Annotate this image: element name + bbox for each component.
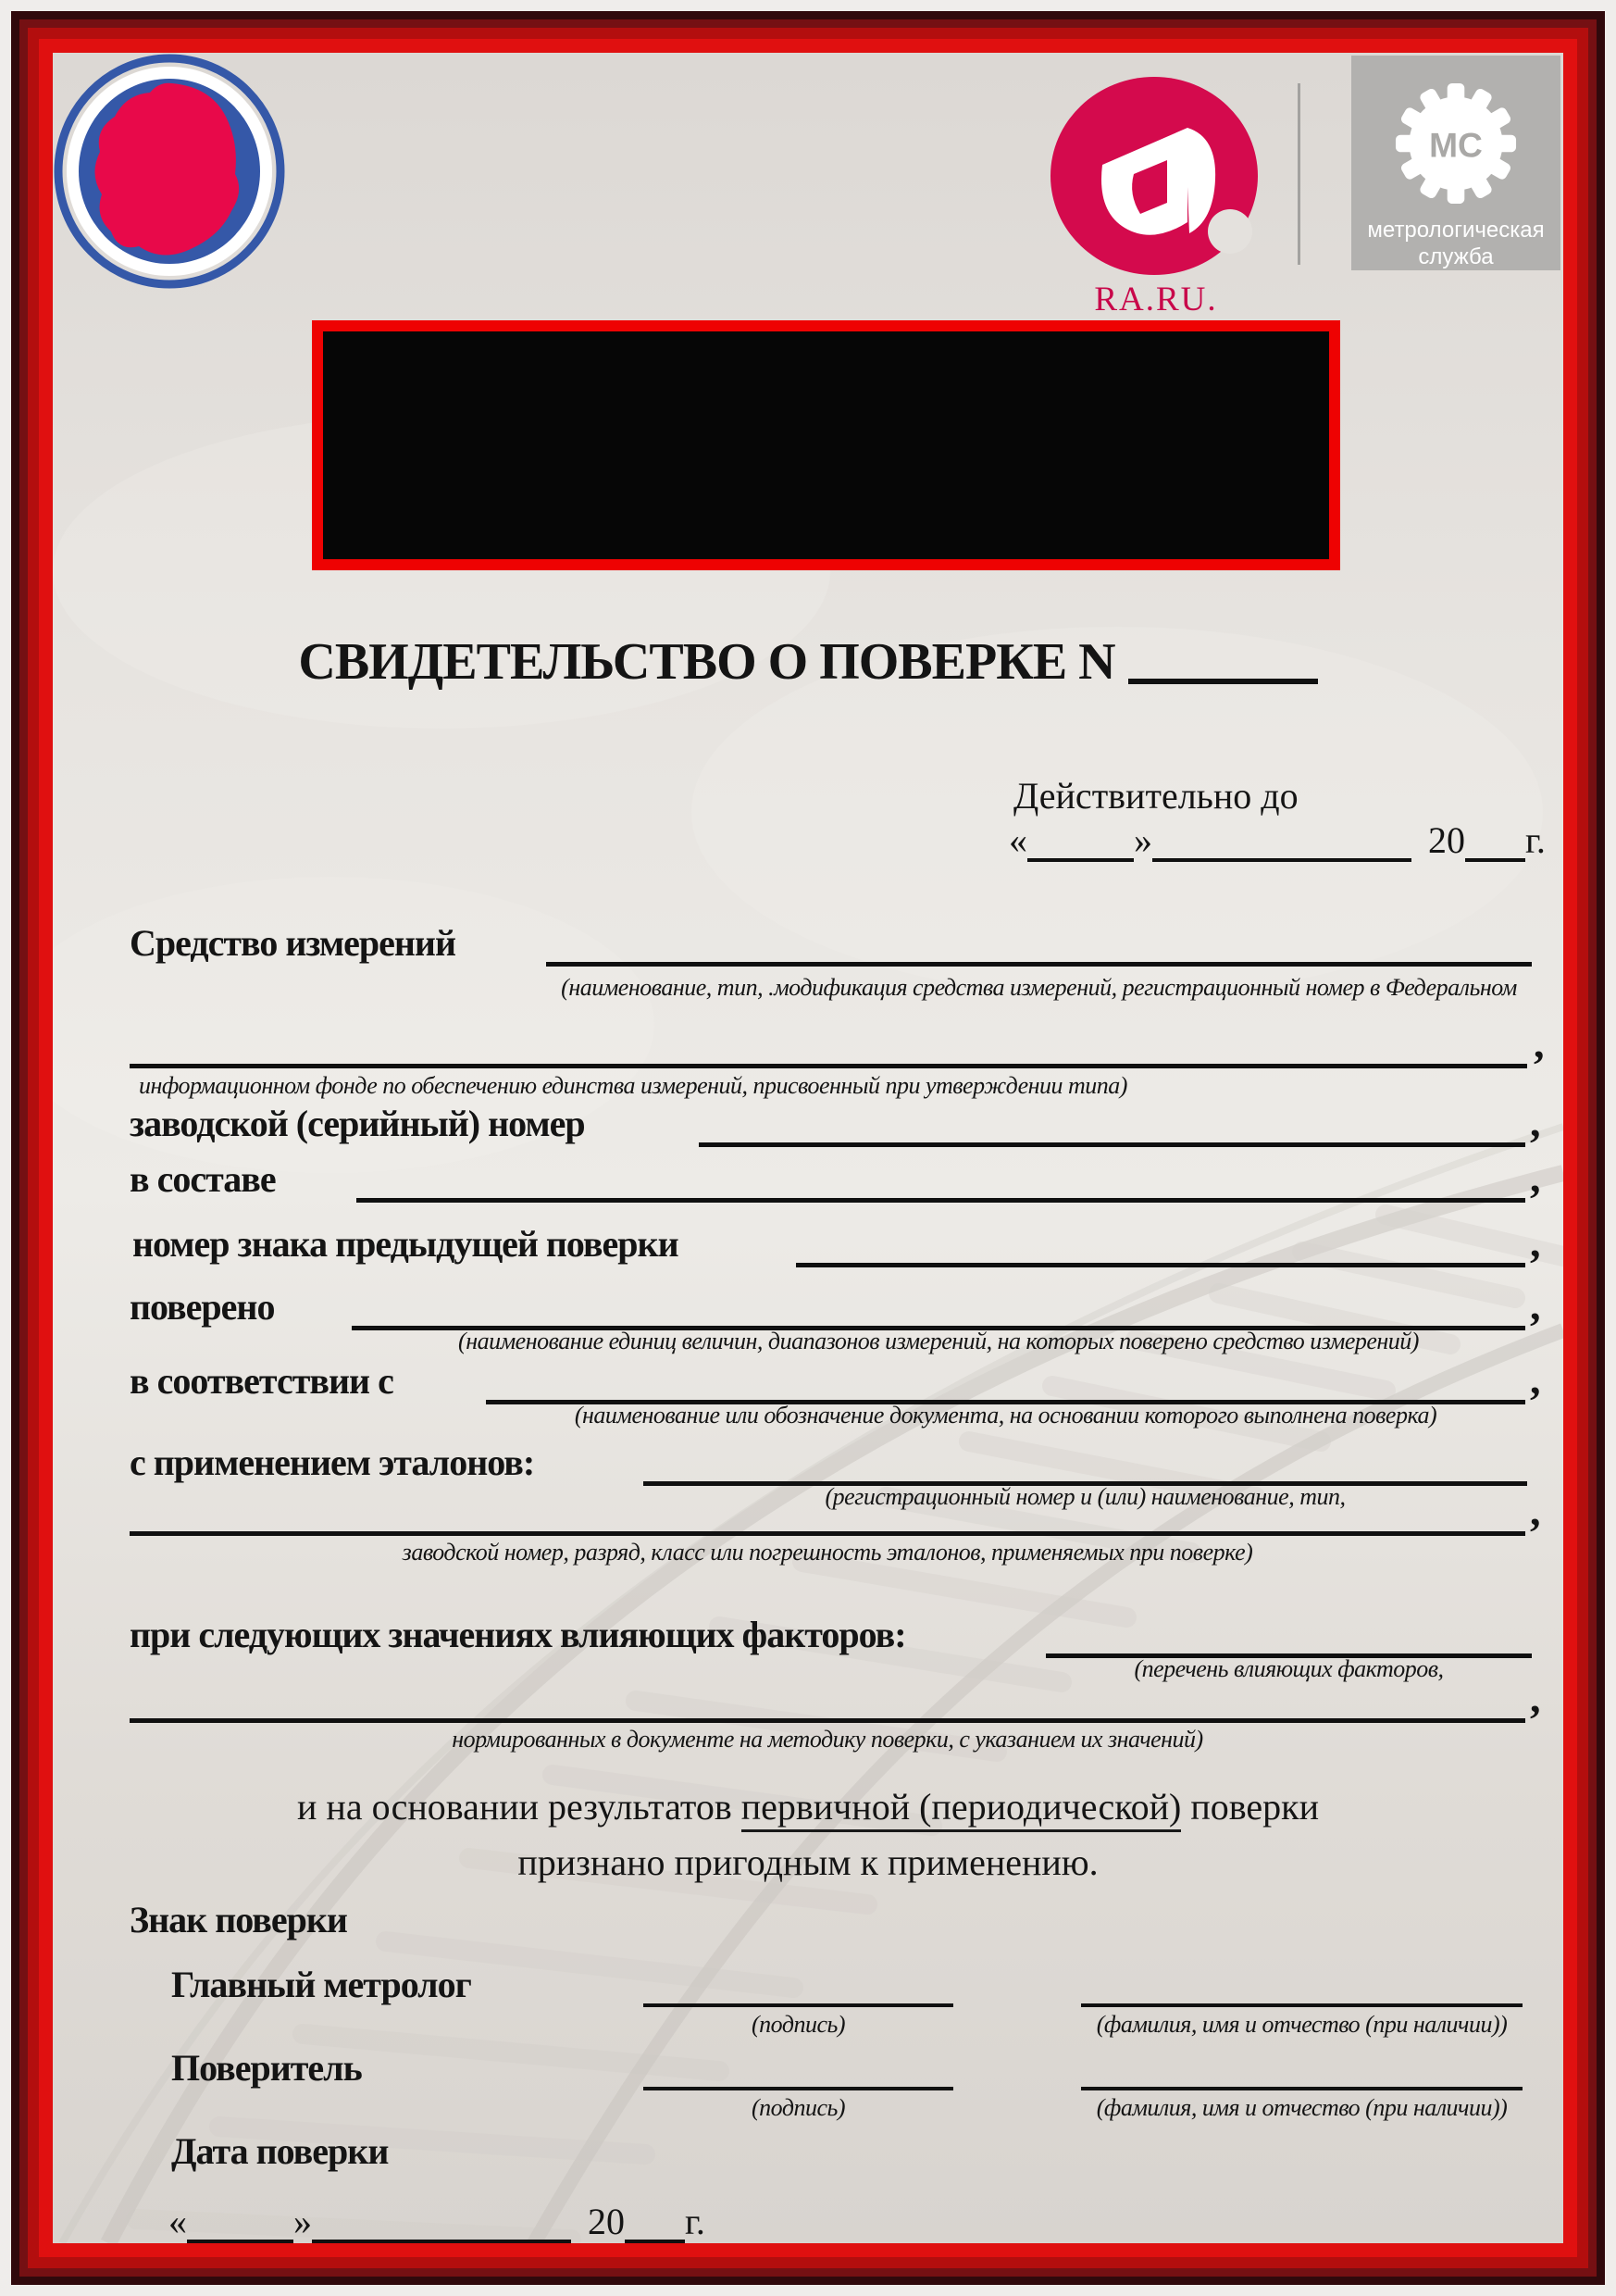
field-label-influencing-factors: при следующих значениях влияющих факторов: [130, 1614, 906, 1655]
date-year-blank[interactable] [625, 2202, 685, 2243]
valid-month-blank[interactable] [1152, 821, 1411, 862]
ms-caption: метрологическая служба [1367, 218, 1545, 269]
standards-continuation-blank[interactable] [130, 1491, 1525, 1536]
conclusion-line-2: признано пригодным к применению. [517, 1841, 1099, 1883]
instrument-continuation-hint: информационном фонде по обеспечению единства измерений, присвоенный при утверждении типа) [139, 1072, 1127, 1099]
chief-name-blank[interactable] [1081, 1966, 1523, 2007]
field-label-standards: с применением эталонов: [130, 1441, 535, 1483]
chief-signature-hint: (подпись) [752, 2011, 845, 2038]
ra-ru-caption: RA.RU. [1094, 281, 1218, 318]
composition-blank[interactable] [356, 1157, 1525, 1203]
verifier-signature-blank[interactable] [643, 2050, 953, 2090]
standards-hint: (регистрационный номер и (или) наименование, тип, [825, 1483, 1346, 1510]
field-label-serial-number: заводской (серийный) номер [130, 1103, 585, 1144]
ra-ru-logo [1049, 76, 1263, 278]
instrument-hint: (наименование, тип, .модификация средства измерений, регистрационный номер в Федеральном [561, 974, 1517, 1001]
field-label-verified: поверено [130, 1286, 275, 1328]
verifier-name-blank[interactable] [1081, 2050, 1523, 2090]
field-label-composition: в составе [130, 1158, 276, 1200]
ms-badge-text: МС [1429, 125, 1483, 165]
metrology-service-badge [1351, 56, 1560, 270]
verified-blank[interactable] [352, 1285, 1525, 1330]
instrument-continuation-blank[interactable] [130, 1023, 1527, 1068]
certificate-page: RA.RU. МС метрологическая служба СВИДЕТЕЛЬСТВО О ПОВЕРКЕ N Действительно до « » 20 г. Средство измерений (наименование, тип, .модификация средства измерений, регистрационный номер в Федеральном , информационном фонде по обеспечению единства измерений, присвоенный при утверждении типа) заводской (серийный) номер , в составе , номер знака предыдущей поверки , поверено , (наименование единиц величин, диапазонов измерений, на которых поверено средство измерений) в соответствии с , (наименование или обозначение документа, на основании которого выполнена поверка) с применением эталонов: (регистрационный номер и (или) наименование, тип, , заводской номер, разряд, класс или погрешность эталонов, применяемых при поверке) при следующих значениях влияющих факторов: (перечень влияющих факторов, , нормированных в документе на методику поверки, с указанием их значений) и на основании результатов первичной (периодической) поверки признано пригодным к применению. Знак поверки Главный метролог (подпись) (фамилия, имя и отчество (при наличии)) Поверитель (подпись) (фамилия, имя и отчество (при наличии)) Дата поверки « » 20 г. [0, 0, 1616, 2296]
verifier-label: Поверитель [171, 2047, 362, 2089]
certificate-number-blank[interactable] [1128, 634, 1318, 684]
verification-date-line: « » 20 г. [168, 2201, 705, 2242]
field-label-previous-mark: номер знака предыдущей поверки [132, 1223, 678, 1265]
standards-continuation-hint: заводской номер, разряд, класс или погрешность эталонов, применяемых при поверке) [402, 1539, 1253, 1566]
instrument-blank[interactable] [546, 921, 1532, 967]
verification-mark-label: Знак поверки [130, 1899, 347, 1940]
conclusion-line-1: и на основании результатов первичной (периодической) поверки [0, 1785, 1616, 1828]
previous-mark-blank[interactable] [796, 1222, 1525, 1267]
standards-blank[interactable] [643, 1441, 1527, 1486]
date-month-blank[interactable] [312, 2202, 571, 2243]
verification-date-label: Дата поверки [171, 2130, 389, 2172]
redacted-organization-block [312, 320, 1340, 570]
valid-year-blank[interactable] [1465, 821, 1525, 862]
verification-type-underlined: первичной (периодической) [741, 1786, 1182, 1832]
verifier-name-hint: (фамилия, имя и отчество (при наличии)) [1096, 2094, 1508, 2121]
valid-until-date-line: « » 20 г. [1009, 819, 1546, 861]
in-accordance-hint: (наименование или обозначение документа, на основании которого выполнена поверка) [574, 1402, 1437, 1429]
accreditation-roundel-logo [54, 54, 285, 289]
field-label-instrument: Средство измерений [130, 922, 456, 964]
chief-signature-blank[interactable] [643, 1966, 953, 2007]
factors-continuation-blank[interactable] [130, 1678, 1525, 1723]
header-divider-line [1298, 83, 1300, 265]
chief-metrologist-label: Главный метролог [171, 1964, 471, 2005]
field-label-in-accordance: в соответствии с [130, 1360, 393, 1402]
influencing-factors-blank[interactable] [1046, 1613, 1532, 1658]
date-day-blank[interactable] [187, 2202, 293, 2243]
factors-continuation-hint: нормированных в документе на методику поверки, с указанием их значений) [452, 1726, 1203, 1753]
serial-number-blank[interactable] [699, 1102, 1525, 1147]
valid-day-blank[interactable] [1027, 821, 1134, 862]
gear-icon [1386, 76, 1525, 211]
in-accordance-blank[interactable] [486, 1359, 1525, 1404]
chief-name-hint: (фамилия, имя и отчество (при наличии)) [1096, 2011, 1508, 2038]
certificate-title: СВИДЕТЕЛЬСТВО О ПОВЕРКЕ N [0, 632, 1616, 692]
verified-hint: (наименование единиц величин, диапазонов измерений, на которых поверено средство измерений) [458, 1328, 1419, 1354]
valid-until-label: Действительно до [1013, 775, 1299, 817]
verifier-signature-hint: (подпись) [752, 2094, 845, 2121]
influencing-factors-hint: (перечень влияющих факторов, [1134, 1655, 1444, 1682]
